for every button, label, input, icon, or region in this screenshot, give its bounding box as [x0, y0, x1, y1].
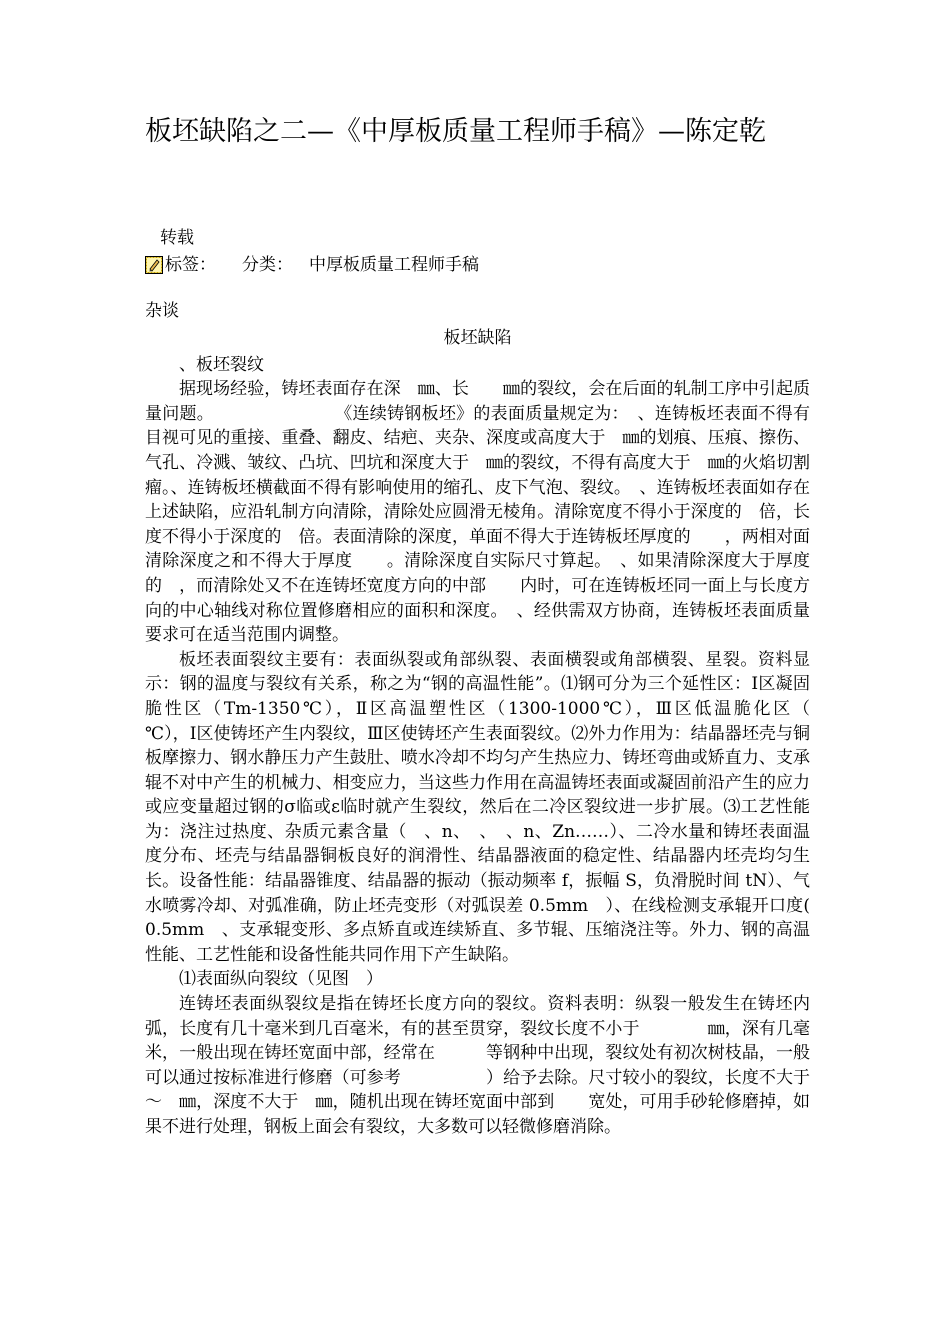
document-body [145, 326, 861, 1140]
paragraph: 据现场经验，铸坯表面存在深 ㎜、长 ㎜的裂纹，会在后面的轧制工序中引起质量问题。 《连续铸钢板坯》的表面质量规定为： 、连铸板坯表面不得有目视可见的重接、重叠、翻皮、结疤、夹杂、深度或高度大于 ㎜的划痕、压痕、擦伤、气孔、冷溅、皱纹、凸坑、凹坑和深度大于 ㎜的裂纹，不得有高度大于 ㎜的火焰切割瘤。、连铸板坯横截面不得有影响使用的缩孔、皮下气泡、裂纹。 、连铸板坯表面如存在上述缺陷，应沿轧制方向清除，清除处应圆滑无棱角。清除宽度不得小于深度的 倍，长度不得小于深度的 倍。表面清除的深度，单面不得大于连铸板坯厚度的 ，两相对面清除深度之和不得大于厚度 。清除深度自实际尺寸算起。 、如果清除深度大于厚度的 ，而清除处又不在连铸坯宽度方向的中部 内时，可在连铸板坯同一面上与长度方向的中心轴线对称位置修磨相应的面积和深度。 、经供需双方协商，连铸板坯表面质量要求可在适当范围内调整。 [145, 379, 810, 646]
category-label: 分类： [242, 255, 293, 275]
section-heading: 板坯缺陷 [443, 328, 512, 348]
category-text: 杂谈 [145, 301, 179, 321]
repost-label: 转载 [160, 228, 194, 248]
paragraph: 板坯表面裂纹主要有：表面纵裂或角部纵裂、表面横裂或角部横裂、星裂。资料显示：钢的温度与裂纹有关系，称之为“钢的高温性能”。⑴钢可分为三个延性区：Ⅰ区凝固脆性区（Tm-1350℃），Ⅱ区高温塑性区（1300-1000℃），Ⅲ区低温脆化区（ ℃），Ⅰ区使铸坯产生内裂纹，Ⅲ区使铸坯产生表面裂纹。⑵外力作用为：结晶器坯壳与铜板摩擦力、钢水静压力产生鼓肚、喷水冷却不均匀产生热应力、铸坯弯曲或矫直力、支承辊不对中产生的机械力、相变应力，当这些力作用在高温铸坯表面或凝固前沿产生的应力或应变量超过钢的σ临或ε临时就产生裂纹，然后在二冷区裂纹进一步扩展。⑶工艺性能为：浇注过热度、杂质元素含量（ 、n、 、 、n、Zn……）、二冷水量和铸坯表面温度分布、坯壳与结晶器铜板良好的润滑性、结晶器液面的稳定性、结晶器内坯壳均匀生长。设备性能：结晶器锥度、结晶器的振动（振动频率 f，振幅 S，负滑脱时间 tN）、气水喷雾冷却、对弧准确，防止坯壳变形（对弧误差 0.5mm ）、在线检测支承辊开口度( 0.5mm 、支承辊变形、多点矫直或连续矫直、多节辊、压缩浇注等。外力、钢的高温性能、工艺性能和设备性能共同作用下产生缺陷。 [145, 649, 861, 965]
subsection-heading: ⑴表面纵向裂纹（见图 ） [179, 969, 383, 990]
tag-edit-icon[interactable] [145, 256, 163, 274]
meta-tags-row [145, 253, 479, 277]
category-link[interactable]: 中厚板质量工程师手稿 [309, 255, 479, 275]
tags-label: 标签： [165, 255, 216, 275]
paragraph: 连铸坯表面纵裂纹是指在铸坯长度方向的裂纹。资料表明：纵裂一般发生在铸坯内弧，长度有几十毫米到几百毫米，有的甚至贯穿，裂纹长度不小于 ㎜，深有几毫米，一般出现在铸坯宽面中部，经常在 等钢种中出现，裂纹处有初次树枝晶，一般可以通过按标准进行修磨（可参考 ）给予去除。尺寸较小的裂纹，长度不大于 ～ ㎜，深度不大于 ㎜，随机出现在铸坯宽面中部到 宽处，可用手砂轮修磨掉，如果不进行处理，钢板上面会有裂纹，大多数可以轻微修磨消除。 [145, 994, 827, 1137]
page-title: 板坯缺陷之二—《中厚板质量工程师手稿》—陈定乾 [145, 116, 766, 147]
subsection-heading: 、板坯裂纹 [179, 354, 264, 375]
